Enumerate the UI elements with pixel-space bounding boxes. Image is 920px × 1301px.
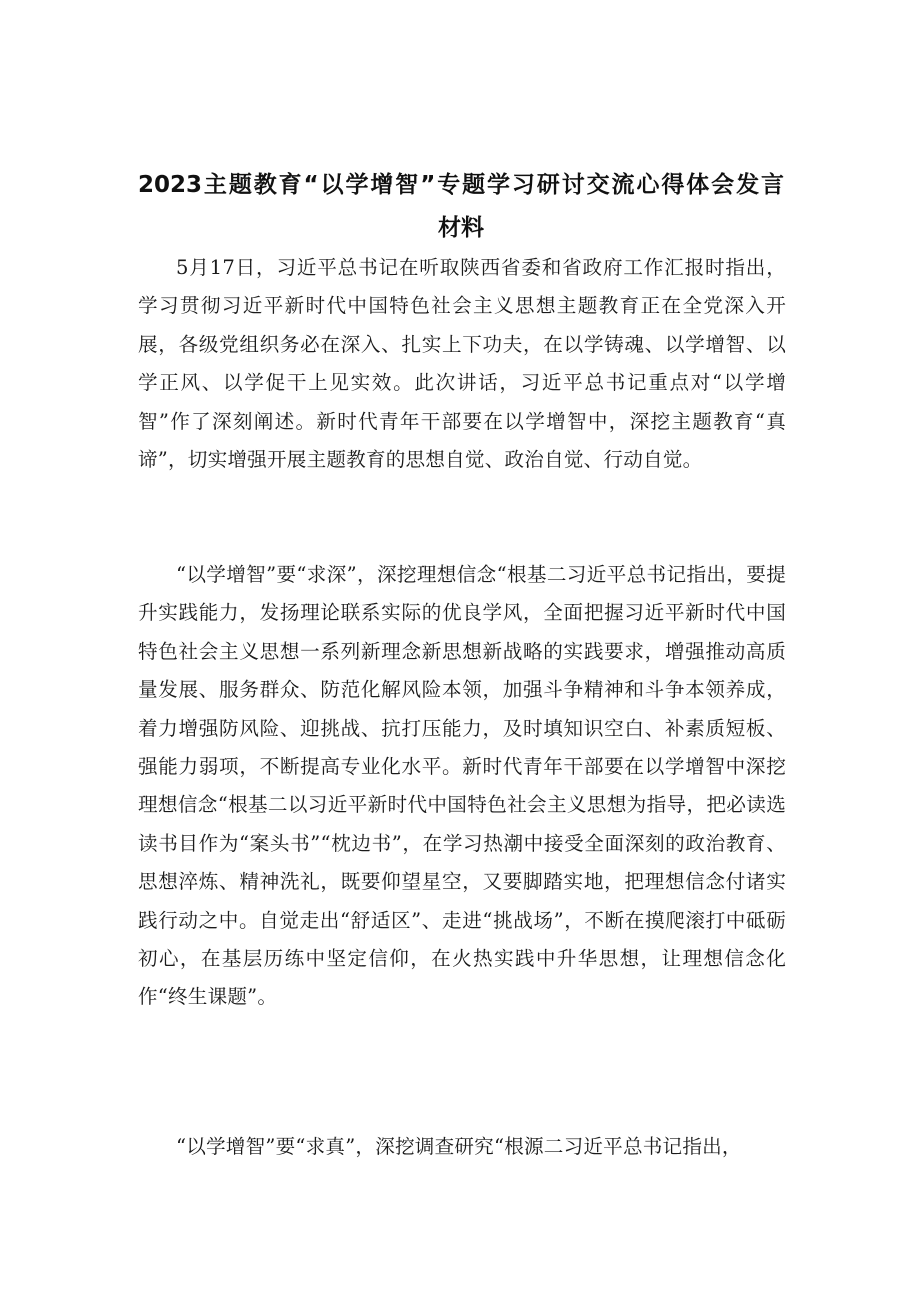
paragraph-1: 5月17日，习近平总书记在听取陕西省委和省政府工作汇报时指出，学习贯彻习近平新时代中国特色社会主义思想主题教育正在全党深入开展，各级党组织务必在深入、扎实上下功夫，在以学铸魂、以学增智、以学正风、以学促干上见实效。此次讲话，习近平总书记重点对“以学增智”作了深刻阐述。新时代青年干部要在以学增智中，深挖主题教育“真谛”，切实增强开展主题教育的思想自觉、政治自觉、行动自觉。 (138, 256, 786, 472)
document-title-line-1: 2023主题教育“以学增智”专题学习研讨交流心得体会发言 (138, 172, 784, 198)
paragraph-3: “以学增智”要“求真”，深挖调查研究“根源二习近平总书记指出， (176, 1135, 742, 1158)
paragraph-2: “以学增智”要“求深”，深挖理想信念“根基二习近平总书记指出，要提升实践能力，发扬理论联系实际的优良学风，全面把握习近平新时代中国特色社会主义思想一系列新理念新思想新战略的实践要求，增强推动高质量发展、服务群众、防范化解风险本领，加强斗争精神和斗争本领养成，着力增强防风险、迎挑战、抗打压能力，及时填知识空白、补素质短板、强能力弱项，不断提高专业化水平。新时代青年干部要在以学增智中深挖理想信念“根基二以习近平新时代中国特色社会主义思想为指导，把必读选读书目作为“案头书”“枕边书”，在学习热潮中接受全面深刻的政治教育、思想淬炼、精神洗礼，既要仰望星空，又要脚踏实地，把理想信念付诸实践行动之中。自觉走出“舒适区”、走进“挑战场”，不断在摸爬滚打中砥砺初心，在基层历练中坚定信仰，在火热实践中升华思想，让理想信念化作“终生课题”。 (138, 563, 786, 1009)
document-title-line-2: 材料 (438, 215, 484, 241)
